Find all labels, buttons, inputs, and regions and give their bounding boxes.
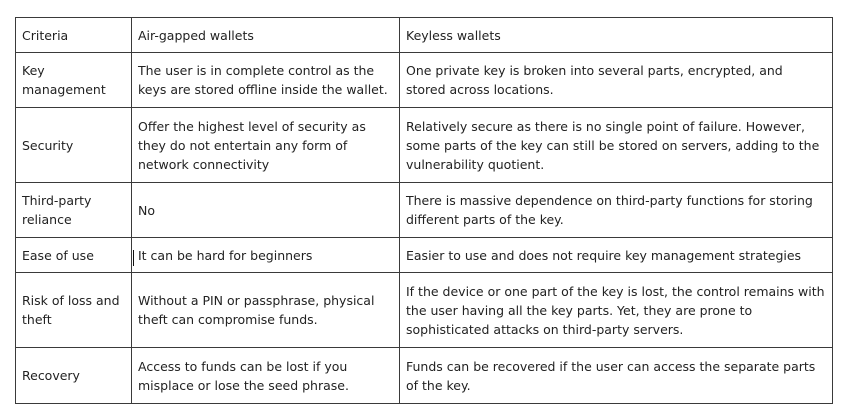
cell-keyless: Easier to use and does not require key management strategies	[400, 238, 833, 273]
cell-criteria: Ease of use	[16, 238, 132, 273]
table-row	[16, 108, 833, 183]
table-header-row	[16, 18, 833, 53]
header-keyless: Keyless wallets	[400, 18, 833, 53]
cell-keyless: There is massive dependence on third-party functions for storing different parts of the key.	[400, 183, 833, 238]
text-cursor	[133, 250, 134, 266]
cell-air-gapped[interactable]: It can be hard for beginners	[132, 238, 400, 273]
cell-criteria: Risk of loss and theft	[16, 273, 132, 348]
table-row	[16, 348, 833, 404]
table-row	[16, 53, 833, 108]
cell-air-gapped: No	[132, 183, 400, 238]
wallet-comparison-table	[15, 17, 833, 404]
cell-keyless: Funds can be recovered if the user can access the separate parts of the key.	[400, 348, 833, 404]
header-criteria: Criteria	[16, 18, 132, 53]
cell-air-gapped: The user is in complete control as the keys are stored offline inside the wallet.	[132, 53, 400, 108]
comparison-table-wrapper	[15, 17, 832, 405]
cell-keyless: If the device or one part of the key is lost, the control remains with the user having all the key parts. Yet, they are prone to sophisticated attacks on third-party servers.	[400, 273, 833, 348]
cell-criteria: Security	[16, 108, 132, 183]
cell-keyless: One private key is broken into several parts, encrypted, and stored across locations.	[400, 53, 833, 108]
cell-criteria: Third-party reliance	[16, 183, 132, 238]
cell-keyless: Relatively secure as there is no single point of failure. However, some parts of the key can still be stored on servers, adding to the vulnerability quotient.	[400, 108, 833, 183]
cell-criteria: Recovery	[16, 348, 132, 404]
header-air-gapped: Air-gapped wallets	[132, 18, 400, 53]
cell-criteria: Key management	[16, 53, 132, 108]
table-row	[16, 183, 833, 238]
table-row	[16, 273, 833, 348]
cell-air-gapped: Without a PIN or passphrase, physical theft can compromise funds.	[132, 273, 400, 348]
cell-air-gapped: Offer the highest level of security as they do not entertain any form of network connectivity	[132, 108, 400, 183]
table-row	[16, 238, 833, 273]
cell-air-gapped: Access to funds can be lost if you misplace or lose the seed phrase.	[132, 348, 400, 404]
